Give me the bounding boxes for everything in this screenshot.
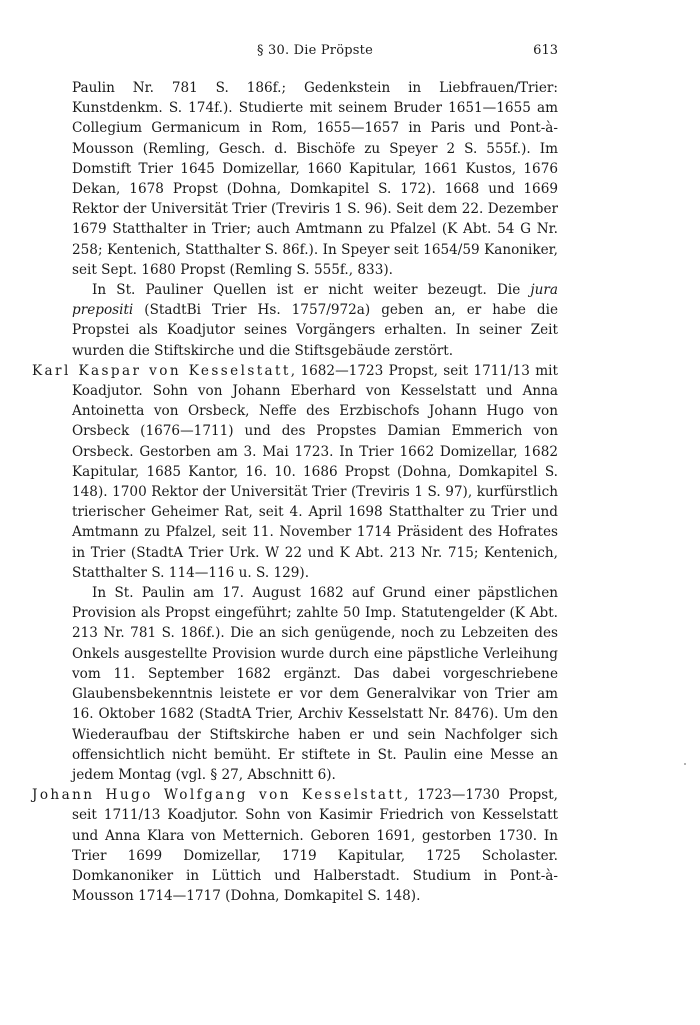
paragraph: Paulin Nr. 781 S. 186f.; Gedenkstein in Liebfrauen/Trier: Kunstdenkm. S. 174f.). Studierte mit seinem Bruder 1651—1655 am Collegium Germanicum in Rom, 1655—1657 in Paris und Pont-à-Mousson (Remling, Gesch. d. Bischöfe zu Speyer 2 S. 555f.). Im Domstift Trier 1645 Domizellar, 1660 Kapitular, 1661 Kustos, 1676 Dekan, 1678 Propst (Dohna, Domkapitel S. 172). 1668 und 1669 Rektor der Universität Trier (Treviris 1 S. 96). Seit dem 22. Dezember 1679 Statthalter in Trier; auch Amtmann zu Pfalzel (K Abt. 54 G Nr. 258; Kentenich, Statthalter S. 86f.). In Speyer seit 1654/59 Kanoniker, seit Sept. 1680 Propst (Remling S. 555f., 833). [72, 80, 558, 278]
entry-paragraph: Johann Hugo Wolfgang von Kesselstatt, 1723—1730 Propst, seit 1711/13 Koadjutor. Sohn von Kasimir Friedrich von Kesselstatt und Anna Klara von Metternich. Geboren 1691, gestorben 1730. In Trier 1699 Domizellar, 1719 Kapitular, 1725 Scholaster. Domkanoniker in Lüttich und Halberstadt. Studium in Pont-à-Mousson 1714—1717 (Dohna, Domkapitel S. 148). [32, 787, 558, 905]
running-head: § 30. Die Pröpste [257, 43, 373, 58]
page-header [72, 43, 558, 63]
entry-karl-kaspar [32, 361, 558, 785]
page-body [32, 78, 558, 906]
entry-name: Johann Hugo Wolfgang von Kesselstatt [32, 787, 405, 804]
margin-mark [684, 763, 686, 765]
paragraph: In St. Pauliner Quellen ist er nicht weiter bezeugt. Die jura prepositi (StadtBi Trier Hs. 1757/972a) geben an, er habe die Propstei als Koadjutor seines Vorgängers erhalten. In seiner Zeit wurden die Stiftskirche und die Stiftsgebäude zerstört. [72, 282, 558, 359]
entry-name: Karl Kaspar von Kesselstatt [32, 362, 291, 379]
entry-paragraph: Karl Kaspar von Kesselstatt, 1682—1723 Propst, seit 1711/13 mit Koadjutor. Sohn von Johann Eberhard von Kesselstatt und Anna Antoinetta von Orsbeck, Neffe des Erzbischofs Johann Hugo von Orsbeck (1676—1711) und des Propstes Damian Emmerich von Orsbeck. Gestorben am 3. Mai 1723. In Trier 1662 Domizellar, 1682 Kapitular, 1685 Kantor, 16. 10. 1686 Propst (Dohna, Domkapitel S. 148). 1700 Rektor der Universität Trier (Treviris 1 S. 97), kurfürstlich trierischer Geheimer Rat, seit 4. April 1698 Statthalter zu Trier und Amtmann zu Pfalzel, seit 11. November 1714 Präsident des Hofrates in Trier (StadtA Trier Urk. W 22 und K Abt. 213 Nr. 715; Kentenich, Statthalter S. 114—116 u. S. 129). [32, 362, 558, 581]
paragraph: In St. Paulin am 17. August 1682 auf Grund einer päpstlichen Provision als Propst eingeführt; zahlte 50 Imp. Statutengelder (K Abt. 213 Nr. 781 S. 186f.). Die an sich genügende, noch zu Lebzeiten des Onkels ausgestellte Provision wurde durch eine päpstliche Verleihung vom 11. September 1682 ergänzt. Das dabei vorgeschriebene Glaubensbekenntnis leistete er vor dem Generalvikar von Trier am 16. Oktober 1682 (StadtA Trier, Archiv Kesselstatt Nr. 8476). Um den Wiederaufbau der Stiftskirche haben er und sein Nachfolger sich offensichtlich nicht bemüht. Er stiftete in St. Paulin eine Messe an jedem Montag (vgl. § 27, Abschnitt 6). [72, 585, 558, 783]
entry-johann-hugo [32, 785, 558, 906]
entry-continued [72, 78, 558, 361]
page-number: 613 [533, 43, 558, 58]
